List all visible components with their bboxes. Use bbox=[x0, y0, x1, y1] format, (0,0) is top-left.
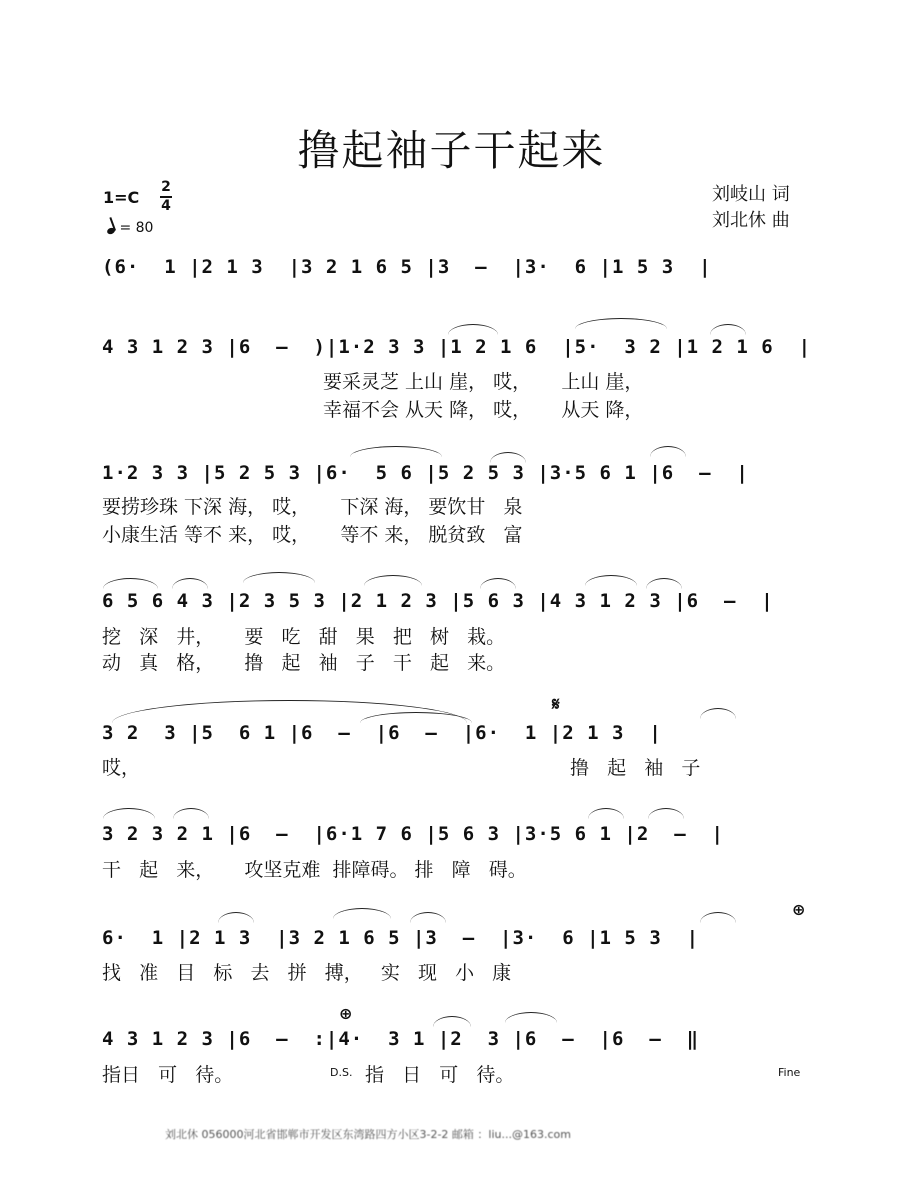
notation-line-8: 4 3 1 2 3 |6 – :|4· 3 1 |2 3 |6 – |6 – ‖ bbox=[102, 1028, 700, 1050]
slur bbox=[700, 708, 736, 719]
lyric-line-2-verse-2: 幸福不会 从天 降， 哎， 从天 降， bbox=[323, 399, 644, 421]
slur bbox=[218, 912, 254, 923]
meter-top: 2 bbox=[161, 179, 171, 195]
slur bbox=[448, 324, 498, 335]
notation-line-6: 3 2 3 2 1 |6 – |6·1 7 6 |5 6 3 |3·5 6 1 |2 – | bbox=[102, 823, 724, 845]
song-title: 撸起袖子干起来 bbox=[297, 126, 606, 175]
slur bbox=[505, 1012, 557, 1023]
footer-contact: 刘北休 056000河北省邯郸市开发区东湾路四方小区3-2-2 邮箱 ：liu...@163.com bbox=[165, 1128, 571, 1141]
fine-marking: Fine bbox=[778, 1066, 801, 1079]
lyricist-credit: 刘岐山 词 bbox=[712, 184, 790, 205]
slur bbox=[350, 446, 442, 457]
tempo-marking bbox=[107, 220, 153, 236]
lyric-line-7: 找 准 目 标 去 拼 搏， 实 现 小 康 bbox=[102, 962, 512, 984]
slur bbox=[710, 324, 746, 335]
slur bbox=[575, 318, 667, 329]
slur bbox=[172, 578, 208, 589]
slur bbox=[103, 808, 155, 819]
lyric-line-2-verse-1: 要采灵芝 上山 崖， 哎， 上山 崖， bbox=[323, 371, 644, 393]
lyric-line-8-verse-2: 指 日 可 待。 bbox=[365, 1064, 515, 1086]
lyric-line-8-verse-1: 指日 可 待。 bbox=[102, 1064, 234, 1086]
slur bbox=[648, 808, 684, 819]
slur bbox=[243, 572, 315, 583]
slur bbox=[588, 808, 624, 819]
meter-bottom: 4 bbox=[161, 198, 171, 214]
time-signature bbox=[160, 180, 172, 214]
slur bbox=[480, 578, 516, 589]
quarter-note-icon bbox=[106, 227, 116, 235]
slur bbox=[333, 908, 391, 919]
slur bbox=[410, 912, 446, 923]
coda-icon: ⊕ bbox=[792, 900, 806, 919]
notation-line-3: 1·2 3 3 |5 2 5 3 |6· 5 6 |5 2 5 3 |3·5 6 1 |6 – | bbox=[102, 462, 749, 484]
lyric-line-6: 干 起 来， 攻坚克难 排障碍。 排 障 碍。 bbox=[102, 859, 527, 881]
segno-icon: 𝄋 bbox=[552, 694, 560, 715]
lyric-line-3-verse-1: 要捞珍珠 下深 海， 哎， 下深 海， 要饮甘 泉 bbox=[102, 496, 523, 518]
slur bbox=[103, 578, 158, 589]
notation-line-7: 6· 1 |2 1 3 |3 2 1 6 5 |3 – |3· 6 |1 5 3 | bbox=[102, 927, 700, 949]
slur bbox=[433, 1016, 471, 1027]
notation-line-5: 3 2 3 |5 6 1 |6 – |6 – |6· 1 |2 1 3 | bbox=[102, 722, 662, 744]
composer-credit: 刘北休 曲 bbox=[712, 210, 790, 231]
notation-line-4: 6 5 6 4 3 |2 3 5 3 |2 1 2 3 |5 6 3 |4 3 1 2 3 |6 – | bbox=[102, 590, 774, 612]
slur bbox=[173, 808, 209, 819]
lyric-line-5-verse-2: 撸 起 袖 子 bbox=[570, 757, 701, 779]
slur bbox=[646, 578, 682, 589]
notation-line-2: 4 3 1 2 3 |6 – )|1·2 3 3 |1 2 1 6 |5· 3 2 |1 2 1 6 | bbox=[102, 336, 812, 358]
tempo-value: = 80 bbox=[119, 220, 154, 236]
slur bbox=[364, 575, 422, 586]
lyric-line-4-verse-1: 挖 深 井， 要 吃 甜 果 把 树 栽。 bbox=[102, 626, 506, 648]
slur bbox=[700, 912, 736, 923]
lyric-line-5-verse-1: 哎， bbox=[102, 757, 141, 779]
slur bbox=[585, 575, 637, 586]
lyric-line-3-verse-2: 小康生活 等不 来， 哎， 等不 来， 脱贫致 富 bbox=[102, 524, 523, 546]
slur bbox=[650, 446, 686, 457]
ds-marking: D.S. bbox=[330, 1066, 353, 1079]
notation-line-1: (6· 1 |2 1 3 |3 2 1 6 5 |3 – |3· 6 |1 5 3 | bbox=[102, 256, 712, 278]
key-signature: 1=C bbox=[103, 188, 140, 207]
lyric-line-4-verse-2: 动 真 格， 撸 起 袖 子 干 起 来。 bbox=[102, 652, 506, 674]
coda-icon: ⊕ bbox=[339, 1004, 353, 1023]
